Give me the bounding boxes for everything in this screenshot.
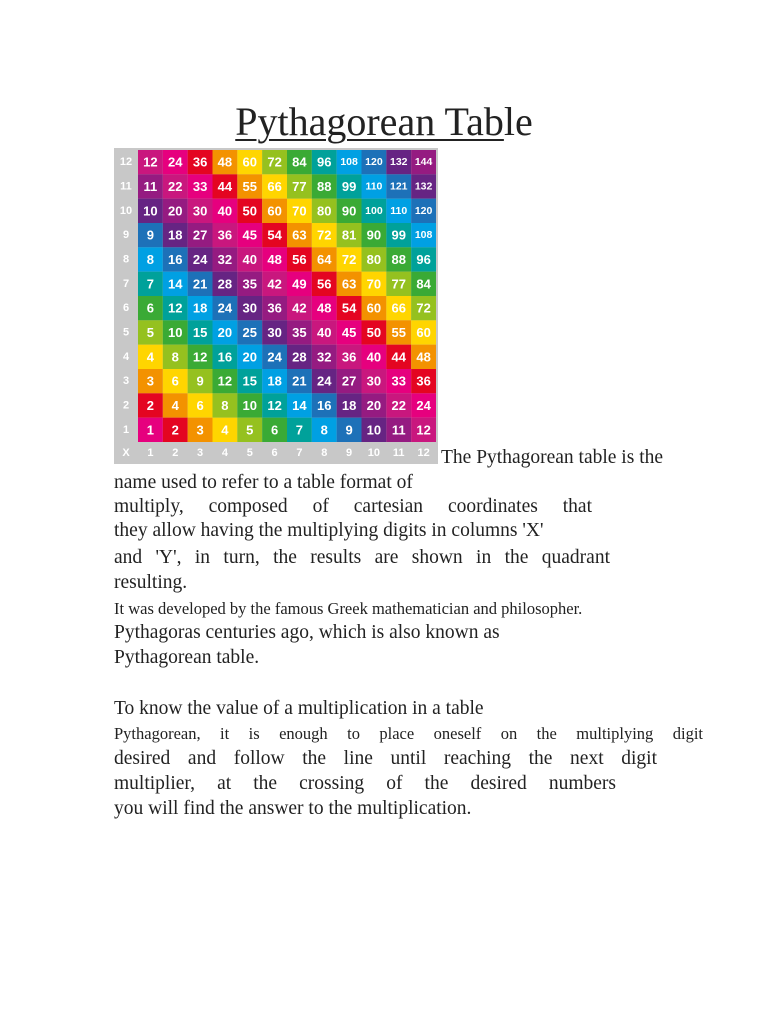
paragraph-3-line-1: To know the value of a multiplication in a table [114, 698, 484, 719]
grid-cell-value: 55 [242, 179, 257, 194]
paragraph-2-line-1: It was developed by the famous Greek mathematician and philosopher. [114, 599, 583, 618]
grid-cell-value: 12 [416, 422, 431, 438]
paragraph-3-line-4: multiplier, at the crossing of the desired numbers [114, 773, 616, 794]
grid-cell-value: 54 [267, 227, 282, 243]
grid-cell-value: 110 [390, 204, 408, 217]
grid-cell-value: 28 [217, 276, 233, 292]
grid-cell-value: 14 [292, 398, 307, 413]
grid-cell-value: 10 [143, 203, 158, 219]
grid-cell-value: 44 [217, 179, 233, 194]
grid-cell-value: 36 [192, 154, 208, 170]
grid-cell-value: 35 [292, 325, 307, 340]
paragraph-1-line-4: they allow having the multiplying digits in columns 'X' [114, 520, 544, 541]
grid-cell-value: 32 [217, 252, 233, 267]
grid-cell-value: 110 [365, 180, 383, 193]
row-label: 1 [122, 423, 130, 436]
paragraph-2-line-2: Pythagoras centuries ago, which is also known as [114, 622, 500, 643]
paragraph-2-line-3: Pythagorean table. [114, 647, 260, 668]
grid-cell-value: 88 [391, 252, 406, 267]
grid-cell-value: 6 [270, 422, 279, 438]
grid-cell-value: 48 [317, 300, 332, 316]
page-title-rest: le [503, 99, 533, 144]
paragraph-1-line-5: and 'Y', in turn, the results are shown in the quadrant [114, 547, 610, 568]
column-label: 6 [271, 447, 278, 459]
grid-cell-value: 72 [317, 227, 332, 243]
paragraph-3-line-5: you will find the answer to the multiplication. [114, 798, 472, 819]
grid-cell-value: 7 [146, 276, 155, 292]
column-label: 1 [147, 447, 154, 459]
grid-cell-value: 144 [414, 156, 433, 169]
grid-cell-value: 4 [146, 349, 155, 365]
grid-cell-value: 72 [341, 252, 357, 267]
grid-cell-value: 132 [414, 180, 433, 193]
grid-cell-value: 33 [391, 373, 406, 389]
grid-cell-value: 72 [267, 154, 282, 170]
row-label: 10 [119, 204, 133, 217]
grid-cell-value: 70 [292, 203, 307, 219]
grid-cell-value: 4 [221, 422, 229, 438]
page-title [0, 96, 768, 148]
row-label: 4 [122, 350, 130, 363]
grid-cell-value: 16 [217, 349, 233, 365]
grid-cell-value: 90 [341, 203, 357, 219]
grid-cell-value: 5 [246, 422, 254, 438]
column-label: 11 [392, 447, 405, 459]
row-label: 12 [119, 156, 133, 169]
grid-cell-value: 72 [416, 300, 431, 316]
paragraph-1-line-3: multiply, composed of cartesian coordinates that [114, 496, 592, 517]
grid-cell-value: 20 [242, 349, 257, 365]
multiplication-grid [114, 148, 438, 464]
grid-cell-value: 30 [267, 325, 282, 340]
grid-cell-value: 9 [146, 227, 155, 243]
grid-cell-value: 24 [317, 373, 332, 389]
grid-cell-value: 12 [217, 373, 233, 389]
grid-cell-value: 64 [317, 252, 332, 267]
row-label: 9 [122, 229, 130, 242]
grid-cell-value: 66 [391, 300, 406, 316]
grid-cell-value: 42 [292, 300, 307, 316]
grid-cell-value: 96 [317, 154, 332, 170]
column-label: 7 [296, 447, 303, 459]
grid-cell-value: 16 [168, 252, 183, 267]
grid-cell-value: 22 [391, 398, 406, 413]
grid-cell-value: 21 [192, 276, 208, 292]
paragraph-3-line-2: Pythagorean, it is enough to place oneself on the multiplying digit [114, 724, 703, 743]
grid-cell-value: 9 [196, 373, 204, 389]
paragraph-3-line-3: desired and follow the line until reaching the next digit [114, 748, 657, 769]
grid-cell-value: 24 [416, 398, 431, 413]
grid-cell-value: 12 [143, 154, 158, 170]
grid-cell-value: 77 [391, 276, 406, 292]
column-label: 10 [367, 447, 381, 459]
axis-x-label: X [122, 447, 130, 459]
row-label: 6 [122, 302, 130, 315]
grid-cell-value: 10 [366, 422, 382, 438]
grid-cell-value: 3 [196, 422, 204, 438]
grid-cell-value: 16 [317, 398, 332, 413]
grid-cell-value: 36 [416, 373, 431, 389]
grid-cell-value: 9 [345, 422, 353, 438]
grid-cell-value: 60 [242, 154, 257, 170]
grid-cell-value: 100 [365, 204, 383, 217]
grid-cell-value: 40 [317, 325, 332, 340]
grid-cell-value: 18 [341, 398, 357, 413]
grid-cell-value: 24 [267, 349, 282, 365]
grid-cell-value: 88 [317, 179, 332, 194]
grid-cell-value: 40 [217, 203, 233, 219]
grid-cell-value: 30 [366, 373, 382, 389]
grid-cell-value: 44 [391, 349, 406, 365]
grid-cell-value: 36 [267, 300, 282, 316]
grid-cell-value: 63 [292, 227, 307, 243]
row-label: 3 [122, 375, 130, 388]
grid-cell-value: 10 [242, 398, 257, 413]
grid-cell-value: 6 [146, 300, 155, 316]
grid-cell-value: 6 [196, 398, 204, 413]
grid-cell-value: 10 [168, 325, 183, 340]
grid-cell-value: 81 [341, 227, 357, 243]
grid-cell-value: 45 [242, 227, 257, 243]
column-label: 2 [172, 447, 179, 459]
grid-cell-value: 18 [168, 227, 183, 243]
column-label: 3 [197, 447, 204, 459]
grid-cell-value: 63 [341, 276, 357, 292]
grid-cell-value: 12 [168, 300, 183, 316]
grid-cell-value: 60 [366, 300, 382, 316]
grid-cell-value: 2 [171, 422, 179, 438]
grid-cell-value: 66 [267, 179, 282, 194]
grid-cell-value: 40 [366, 349, 382, 365]
grid-cell-value: 49 [292, 276, 307, 292]
grid-cell-value: 60 [416, 325, 431, 340]
grid-cell-value: 42 [267, 276, 282, 292]
paragraph-1-line-6: resulting. [114, 572, 188, 593]
grid-cell-value: 21 [292, 373, 307, 389]
grid-cell-value: 121 [389, 180, 408, 193]
grid-cell-value: 27 [192, 227, 208, 243]
column-label: 4 [221, 447, 228, 459]
grid-cell-value: 7 [295, 422, 304, 438]
grid-cell-value: 84 [416, 276, 431, 292]
grid-cell-value: 15 [192, 325, 208, 340]
grid-cell-value: 6 [171, 373, 179, 389]
grid-cell-value: 4 [171, 398, 179, 413]
column-label: 8 [321, 447, 328, 459]
grid-cell-value: 3 [146, 373, 155, 389]
grid-cell-value: 108 [414, 229, 433, 242]
grid-cell-value: 55 [391, 325, 406, 340]
grid-cell-value: 80 [317, 203, 332, 219]
grid-cell-value: 50 [242, 203, 257, 219]
column-label: 9 [346, 447, 353, 459]
column-label: 5 [246, 447, 253, 459]
grid-cell-value: 15 [242, 373, 257, 389]
grid-cell-value: 54 [341, 300, 357, 316]
grid-cell-value: 35 [242, 276, 257, 292]
paragraph-1-line-1: The Pythagorean table is the [441, 447, 664, 468]
grid-cell-value: 20 [168, 203, 183, 219]
grid-cell-value: 12 [267, 398, 282, 413]
grid-cell-value: 96 [416, 252, 431, 267]
grid-cell-value: 70 [366, 276, 382, 292]
grid-cell-value: 14 [168, 276, 183, 292]
grid-cell-value: 132 [389, 156, 408, 169]
multiplication-table-figure [114, 148, 438, 464]
grid-cell-value: 48 [416, 349, 431, 365]
grid-cell-value: 25 [242, 325, 257, 340]
column-label: 12 [417, 447, 430, 459]
grid-cell-value: 20 [217, 325, 233, 340]
grid-cell-value: 36 [217, 227, 233, 243]
grid-cell-value: 120 [365, 156, 383, 169]
grid-cell-value: 120 [414, 204, 433, 217]
grid-cell-value: 18 [192, 300, 208, 316]
grid-cell-value: 99 [391, 227, 406, 243]
grid-cell-value: 1 [146, 422, 155, 438]
grid-cell-value: 12 [192, 349, 208, 365]
grid-cell-value: 27 [341, 373, 357, 389]
grid-cell-value: 24 [168, 154, 183, 170]
grid-cell-value: 56 [292, 252, 307, 267]
grid-cell-value: 24 [192, 252, 208, 267]
grid-cell-value: 99 [341, 179, 357, 194]
grid-cell-value: 8 [320, 422, 328, 438]
grid-cell-value: 28 [292, 349, 307, 365]
row-label: 11 [120, 180, 132, 193]
grid-cell-value: 48 [217, 154, 233, 170]
row-label: 2 [122, 399, 130, 412]
grid-cell-value: 33 [192, 179, 208, 194]
row-label: 7 [122, 277, 130, 290]
grid-cell-value: 36 [341, 349, 357, 365]
grid-cell-value: 30 [192, 203, 208, 219]
grid-cell-value: 30 [242, 300, 257, 316]
grid-cell-value: 84 [292, 154, 307, 170]
grid-cell-value: 50 [366, 325, 382, 340]
grid-cell-value: 8 [171, 349, 179, 365]
row-label: 8 [122, 253, 130, 266]
grid-cell-value: 8 [221, 398, 229, 413]
grid-cell-value: 2 [146, 398, 155, 413]
grid-cell-value: 80 [366, 252, 382, 267]
row-label: 5 [122, 326, 130, 339]
grid-cell-value: 45 [341, 325, 357, 340]
grid-cell-value: 56 [317, 276, 332, 292]
grid-cell-value: 24 [217, 300, 233, 316]
grid-cell-value: 5 [146, 325, 155, 340]
grid-cell-value: 11 [391, 422, 406, 438]
grid-cell-value: 11 [143, 179, 158, 194]
grid-cell-value: 8 [146, 252, 155, 267]
grid-cell-value: 32 [317, 349, 332, 365]
grid-cell-value: 90 [366, 227, 382, 243]
page-title-underlined: Pythagorean Tab [235, 99, 504, 144]
grid-cell-value: 40 [242, 252, 257, 267]
paragraph-1-line-2: name used to refer to a table format of [114, 472, 413, 493]
grid-cell-value: 18 [267, 373, 282, 389]
grid-cell-value: 60 [267, 203, 282, 219]
grid-cell-value: 48 [267, 252, 282, 267]
grid-cell-value: 20 [366, 398, 382, 413]
grid-cell-value: 77 [292, 179, 307, 194]
grid-cell-value: 108 [340, 156, 358, 169]
grid-cell-value: 22 [168, 179, 183, 194]
